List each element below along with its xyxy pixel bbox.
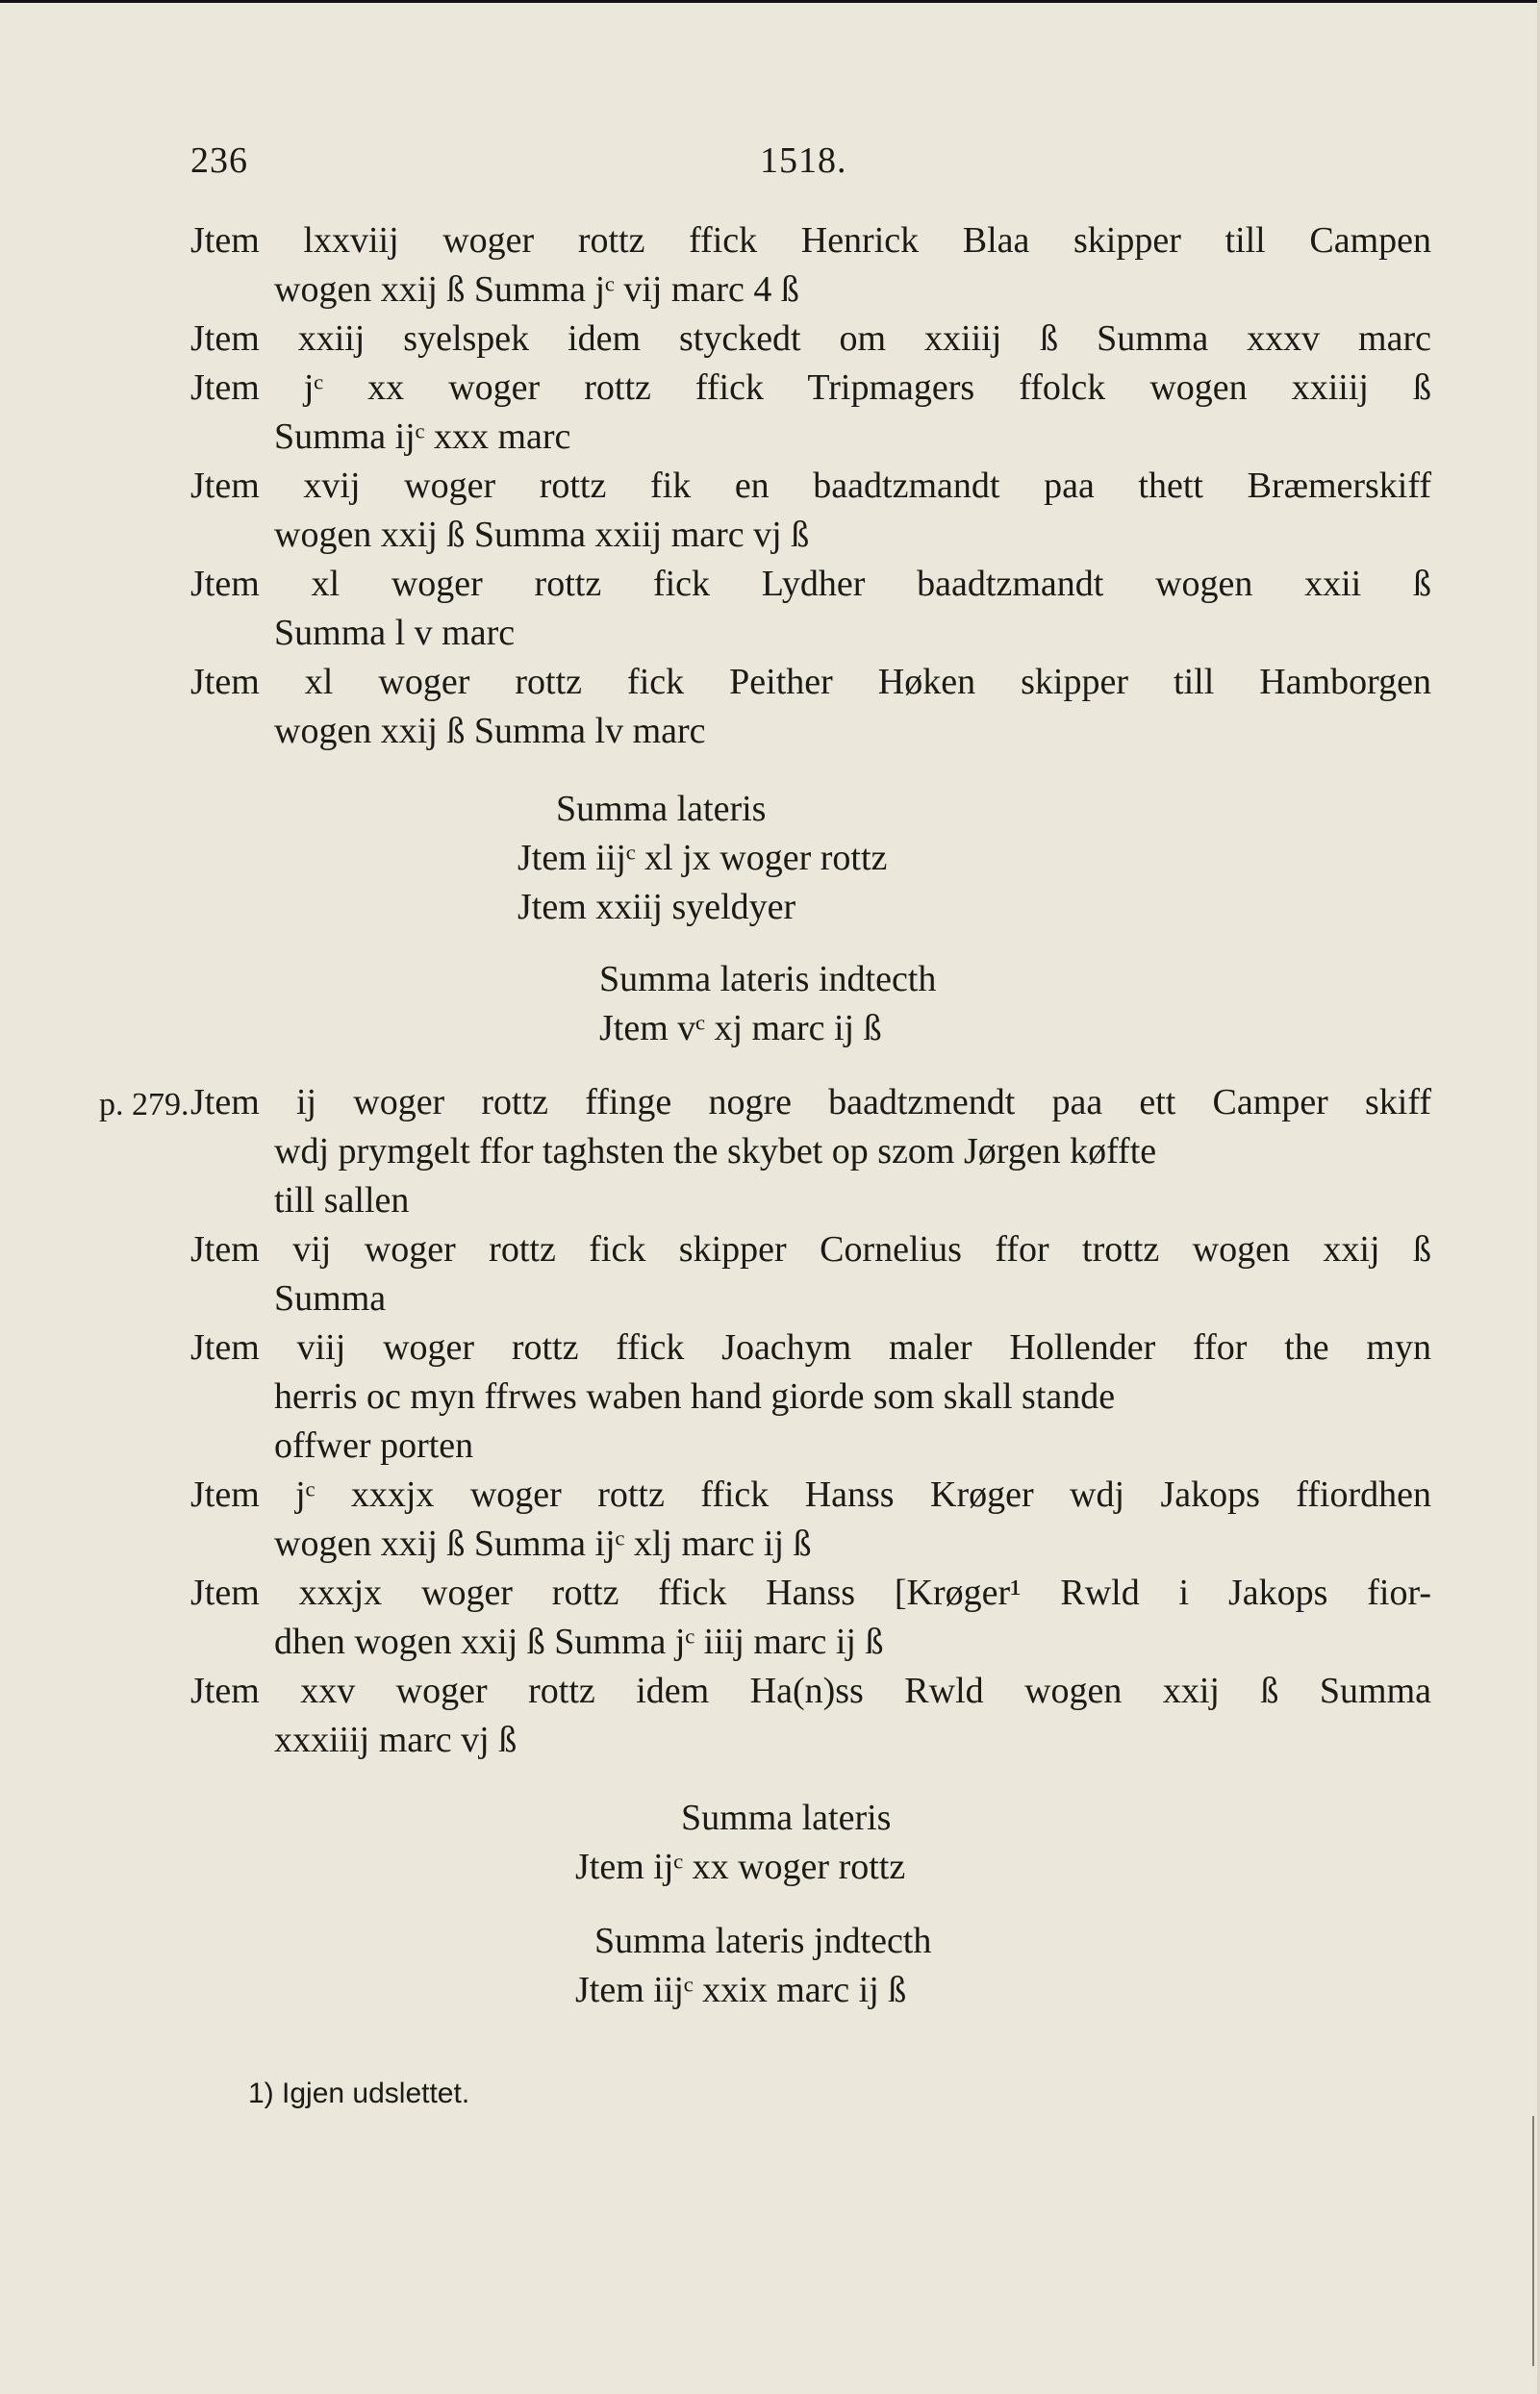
page-number: 236 <box>190 140 248 181</box>
footnote-marker: 1) <box>248 2078 274 2109</box>
ledger-entry <box>190 658 1431 756</box>
entry-line: Jtem jᶜ xxxjx woger rottz ffick Hanss Krøger wdj Jakops ffiordhen <box>190 1474 1431 1515</box>
entry-line: dhen wogen xxij ß Summa jᶜ iiij marc ij ß <box>274 1622 884 1662</box>
entry-line: Jtem xxiij syelspek idem styckedt om xxiiij ß Summa xxxv marc <box>190 318 1431 359</box>
summa-heading: Summa lateris indtecth <box>599 959 937 999</box>
ledger-entry <box>190 462 1431 560</box>
summa-lateris-indtecth-block <box>190 955 1431 1053</box>
entry-line: till sallen <box>274 1180 410 1221</box>
scan-gutter-mark <box>1532 2116 1534 2366</box>
ledger-entry <box>190 1323 1431 1471</box>
ledger-entry <box>190 216 1431 315</box>
summa-lateris-jndtecth-block <box>190 1917 1431 2015</box>
margin-page-reference: p. 279. <box>99 1087 189 1122</box>
scan-edge-top <box>0 0 1540 3</box>
ledger-entry <box>190 560 1431 658</box>
entry-line: Jtem xvij woger rottz fik en baadtzmandt paa thett Bræmerskiff <box>190 466 1431 506</box>
entry-line: Jtem ij woger rottz ffinge nogre baadtzmendt paa ett Camper skiff <box>190 1082 1431 1122</box>
entry-line: Jtem xl woger rottz fick Peither Høken skipper till Hamborgen <box>190 662 1431 702</box>
ledger-entry <box>190 1225 1431 1323</box>
entry-line: wogen xxij ß Summa ijᶜ xlj marc ij ß <box>274 1524 812 1564</box>
entry-line: Jtem lxxviij woger rottz ffick Henrick Blaa skipper till Campen <box>190 220 1431 261</box>
entry-line: Jtem viij woger rottz ffick Joachym maler Hollender ffor the myn <box>190 1327 1431 1368</box>
entry-line: wogen xxij ß Summa xxiij marc vj ß <box>274 515 810 555</box>
summa-lateris-block <box>190 1794 1431 1892</box>
entry-line: Summa <box>274 1278 387 1319</box>
summa-line: Jtem vᶜ xj marc ij ß <box>599 1008 882 1048</box>
summa-line: Jtem iijᶜ xl jx woger rottz <box>518 838 888 878</box>
footnote-text: Igjen udslettet. <box>282 2078 470 2109</box>
ledger-entry <box>190 1569 1431 1667</box>
summa-line: Jtem iijᶜ xxix marc ij ß <box>575 1970 907 2010</box>
entry-line: offwer porten <box>274 1425 474 1466</box>
entries-after-page-ref <box>99 1078 1431 1765</box>
summa-heading: Summa lateris <box>681 1798 892 1838</box>
entry-line: Jtem xxxjx woger rottz ffick Hanss [Krøger¹ Rwld i Jakops fior- <box>190 1573 1431 1613</box>
entry-line: Jtem xl woger rottz fick Lydher baadtzmandt wogen xxii ß <box>190 564 1431 604</box>
entry-line: Jtem jᶜ xx woger rottz ffick Tripmagers ffolck wogen xxiiij ß <box>190 367 1431 408</box>
entry-line: Summa l v marc <box>274 613 516 653</box>
main-text <box>99 216 1431 2015</box>
ledger-entry <box>190 315 1431 364</box>
entry-line: xxxiiij marc vj ß <box>274 1720 518 1760</box>
ledger-entry <box>190 1471 1431 1569</box>
entry-line: wogen xxij ß Summa lv marc <box>274 711 706 751</box>
summa-line: Jtem xxiij syeldyer <box>518 887 796 927</box>
entry-line: wogen xxij ß Summa jᶜ vij marc 4 ß <box>274 269 799 310</box>
running-head-year: 1518. <box>760 140 847 181</box>
entry-line: herris oc myn ffrwes waben hand giorde som skall stande <box>274 1376 1116 1417</box>
entry-line: Jtem xxv woger rottz idem Ha(n)ss Rwld wogen xxij ß Summa <box>190 1671 1431 1711</box>
footnote <box>248 2078 469 2110</box>
summa-lateris-block <box>190 785 1431 932</box>
ledger-entry <box>190 1667 1431 1765</box>
ledger-entry <box>190 364 1431 462</box>
entry-line: wdj prymgelt ffor taghsten the skybet op szom Jørgen køffte <box>274 1131 1157 1172</box>
ledger-entry <box>190 1078 1431 1225</box>
entry-line: Jtem vij woger rottz fick skipper Cornelius ffor trottz wogen xxij ß <box>190 1229 1431 1270</box>
summa-line: Jtem ijᶜ xx woger rottz <box>575 1847 906 1887</box>
summa-heading: Summa lateris jndtecth <box>594 1921 932 1961</box>
entry-line: Summa ijᶜ xxx marc <box>274 416 571 457</box>
summa-heading: Summa lateris <box>556 789 767 829</box>
